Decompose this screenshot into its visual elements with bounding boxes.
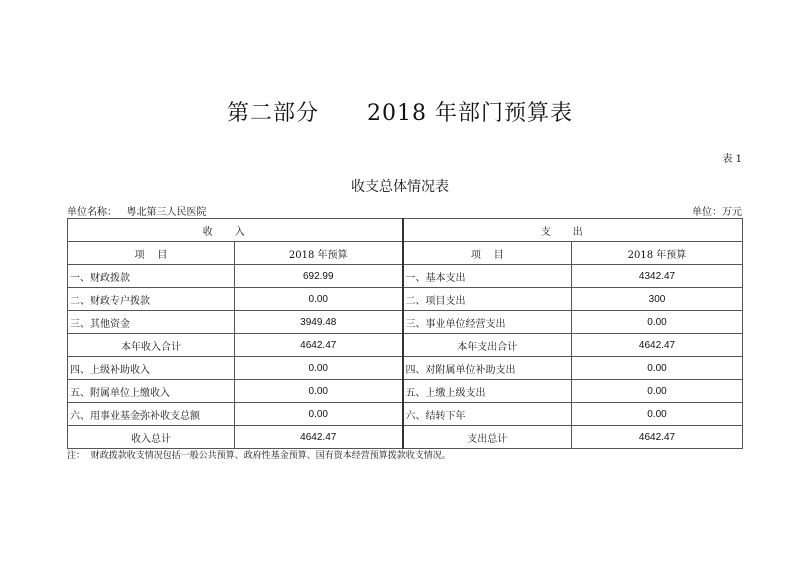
page-title: 第二部分 2018 年部门预算表 bbox=[227, 101, 573, 126]
expense-budget-header: 2018 年预算 bbox=[572, 242, 743, 265]
expense-subtotal-value: 4642.47 bbox=[572, 334, 743, 357]
table-row bbox=[68, 311, 743, 334]
income-item-header: 项 目 bbox=[68, 242, 235, 265]
income-value: 3949.48 bbox=[235, 311, 403, 334]
table-subheader-row bbox=[68, 242, 743, 265]
income-value: 0.00 bbox=[235, 357, 403, 380]
table-row-total bbox=[68, 426, 743, 449]
income-item: 三、其他资金 bbox=[68, 311, 235, 334]
expense-item: 三、事业单位经营支出 bbox=[403, 311, 572, 334]
expense-item: 四、对附属单位补助支出 bbox=[403, 357, 572, 380]
table-row-subtotal bbox=[68, 334, 743, 357]
table-number: 表 1 bbox=[722, 154, 742, 165]
expense-item: 六、结转下年 bbox=[403, 403, 572, 426]
expense-subtotal-label: 本年支出合计 bbox=[403, 334, 572, 357]
income-total-value: 4642.47 bbox=[235, 426, 403, 449]
expense-item: 五、上缴上级支出 bbox=[403, 380, 572, 403]
income-item: 一、财政拨款 bbox=[68, 265, 235, 288]
expense-item: 一、基本支出 bbox=[403, 265, 572, 288]
income-item: 四、上级补助收入 bbox=[68, 357, 235, 380]
income-value: 692.99 bbox=[235, 265, 403, 288]
income-value: 0.00 bbox=[235, 403, 403, 426]
table-row bbox=[68, 380, 743, 403]
table-row bbox=[68, 265, 743, 288]
expense-value: 0.00 bbox=[572, 380, 743, 403]
table-row bbox=[68, 357, 743, 380]
expense-total-label: 支出总计 bbox=[403, 426, 572, 449]
table-row bbox=[68, 403, 743, 426]
budget-table bbox=[67, 218, 743, 449]
income-value: 0.00 bbox=[235, 380, 403, 403]
unit-name: 单位名称： 粤北第三人民医院 bbox=[67, 207, 207, 218]
expense-total-value: 4642.47 bbox=[572, 426, 743, 449]
expense-value: 300 bbox=[572, 288, 743, 311]
expense-item-header: 项 目 bbox=[403, 242, 572, 265]
income-subtotal-value: 4642.47 bbox=[235, 334, 403, 357]
expense-value: 0.00 bbox=[572, 311, 743, 334]
income-value: 0.00 bbox=[235, 288, 403, 311]
expense-header: 支出 bbox=[403, 219, 743, 242]
income-subtotal-label: 本年收入合计 bbox=[68, 334, 235, 357]
income-item: 六、用事业基金弥补收支总额 bbox=[68, 403, 235, 426]
expense-value: 0.00 bbox=[572, 403, 743, 426]
income-item: 五、附属单位上缴收入 bbox=[68, 380, 235, 403]
table-header-row bbox=[68, 219, 743, 242]
table-subtitle: 收支总体情况表 bbox=[351, 179, 449, 195]
expense-value: 4342.47 bbox=[572, 265, 743, 288]
expense-item: 二、项目支出 bbox=[403, 288, 572, 311]
income-total-label: 收入总计 bbox=[68, 426, 235, 449]
table-row bbox=[68, 288, 743, 311]
unit-label: 单位：万元 bbox=[692, 207, 742, 218]
income-budget-header: 2018 年预算 bbox=[235, 242, 403, 265]
expense-value: 0.00 bbox=[572, 357, 743, 380]
footnote: 注： 财政拨款收支情况包括一般公共预算、政府性基金预算、国有资本经营预算拨款收支情况。 bbox=[67, 451, 451, 461]
income-header: 收入 bbox=[68, 219, 403, 242]
income-item: 二、财政专户拨款 bbox=[68, 288, 235, 311]
